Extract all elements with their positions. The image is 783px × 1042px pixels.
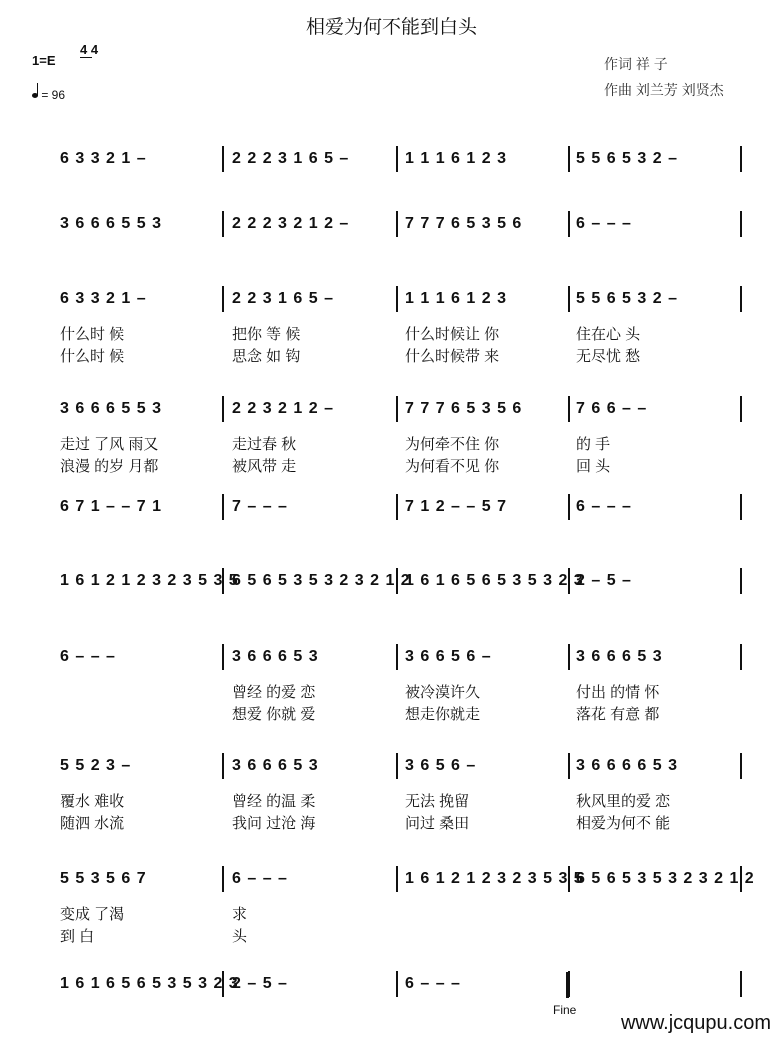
lyric-line-1: 什么时候让 你 [405,326,500,343]
lyric-line-2: 浪漫 的岁 月都 [60,458,159,475]
barline [568,644,570,670]
lyric-line-1: 走过 了风 雨又 [60,436,159,453]
quarter-note-icon [32,93,38,98]
song-title: 相爱为何不能到白头 [305,17,477,38]
lyric-line-1: 被冷漠许久 [405,684,481,701]
lyric-line-2: 为何看不见 你 [405,458,500,475]
measure-notes: 6 5 6 5 3 5 3 2 3 2 1 2 [576,870,755,887]
measure-notes: 2 2 2 3 2 1 2 – [232,215,350,232]
fine-marking: Fine [553,1003,577,1017]
barline [740,753,742,779]
lyric-line-2: 思念 如 钩 [232,348,301,365]
measure-notes: 2 – 5 – [232,975,288,992]
lyric-line-1: 覆水 难收 [60,793,125,810]
lyric-line-1: 曾经 的温 柔 [232,793,316,810]
measure-notes: 3 6 6 6 5 5 3 [60,215,162,232]
barline [222,866,224,892]
barline [222,753,224,779]
lyric-line-2: 到 白 [60,928,95,945]
barline [396,286,398,312]
lyric-line-1: 的 手 [576,436,611,453]
final-barline [566,972,569,998]
barline [740,396,742,422]
measure-notes: 6 – – – [60,648,116,665]
barline [222,396,224,422]
measure-notes: 6 7 1 – – 7 1 [60,498,162,515]
barline [568,753,570,779]
tempo-marking [32,88,65,102]
barline [740,644,742,670]
time-signature [80,43,98,57]
lyric-line-1: 秋风里的爱 恋 [576,793,671,810]
measure-notes: 2 2 3 2 1 2 – [232,400,334,417]
measure-notes: 2 2 3 1 6 5 – [232,290,334,307]
measure-notes: 2 2 2 3 1 6 5 – [232,150,350,167]
barline [396,146,398,172]
measure-notes: 5 5 6 5 3 2 – [576,290,678,307]
barline [568,396,570,422]
barline [396,644,398,670]
tempo-value: = 96 [41,88,66,102]
lyric-line-2: 被风带 走 [232,458,297,475]
lyric-line-2: 无尽忧 愁 [576,348,641,365]
measure-notes: 3 6 6 6 5 5 3 [60,400,162,417]
barline [396,753,398,779]
measure-notes: 1 1 1 6 1 2 3 [405,290,507,307]
lyric-line-2: 随泗 水流 [60,815,125,832]
measure-notes: 1 6 1 6 5 6 5 3 5 3 2 3 [405,572,584,589]
lyricist-credit: 作词 祥 子 [604,56,668,72]
lyric-line-1: 付出 的情 怀 [576,684,660,701]
watermark: www.jcqupu.com [620,1012,771,1034]
lyric-line-1: 变成 了渴 [60,906,125,923]
barline [568,146,570,172]
barline [740,568,742,594]
lyric-line-2: 相爱为何不 能 [576,815,671,832]
measure-notes: 3 6 5 6 – [405,757,477,774]
barline [568,211,570,237]
barline [740,146,742,172]
measure-notes: 6 – – – [576,215,632,232]
barline [396,396,398,422]
lyric-line-1: 住在心 头 [576,326,641,343]
barline [568,286,570,312]
measure-notes: 1 1 1 6 1 2 3 [405,150,507,167]
key-signature: 1=E [32,53,56,68]
composer-credit: 作曲 刘兰芳 刘贤杰 [604,82,724,98]
lyric-line-1: 无法 挽留 [405,793,470,810]
time-bottom: 4 [90,42,99,57]
time-top: 4 [80,42,88,57]
lyric-line-2: 落花 有意 都 [576,706,660,723]
measure-notes: 1 6 1 2 1 2 3 2 3 5 3 5 [405,870,584,887]
barline [222,146,224,172]
barline [740,494,742,520]
measure-notes: 6 5 6 5 3 5 3 2 3 2 1 2 [232,572,411,589]
barline [222,494,224,520]
barline [740,211,742,237]
barline [740,286,742,312]
measure-notes: 7 6 6 – – [576,400,648,417]
barline [396,211,398,237]
measure-notes: 6 3 3 2 1 – [60,290,147,307]
measure-notes: 3 6 6 6 5 3 [576,648,663,665]
measure-notes: 6 – – – [232,870,288,887]
lyric-line-2: 什么时候带 来 [405,348,500,365]
lyric-line-1: 为何牵不住 你 [405,436,500,453]
measure-notes: 6 – – – [576,498,632,515]
measure-notes: 6 – – – [405,975,461,992]
lyric-line-1: 走过春 秋 [232,436,297,453]
lyric-line-2: 什么时 候 [60,348,125,365]
lyric-line-2: 想爱 你就 爱 [232,706,316,723]
barline [222,286,224,312]
measure-notes: 1 6 1 2 1 2 3 2 3 5 3 5 [60,572,239,589]
measure-notes: 3 6 6 5 6 – [405,648,492,665]
barline [396,494,398,520]
measure-notes: 7 7 7 6 5 3 5 6 [405,400,523,417]
lyric-line-1: 什么时 候 [60,326,125,343]
lyric-line-1: 把你 等 候 [232,326,301,343]
measure-notes: 6 3 3 2 1 – [60,150,147,167]
measure-notes: 7 7 7 6 5 3 5 6 [405,215,523,232]
barline [222,211,224,237]
barline [568,494,570,520]
barline [396,971,398,997]
lyric-line-2: 问过 桑田 [405,815,470,832]
measure-notes: 3 6 6 6 5 3 [232,757,319,774]
measure-notes: 2 – 5 – [576,572,632,589]
barline [222,644,224,670]
barline [396,866,398,892]
measure-notes: 1 6 1 6 5 6 5 3 5 3 2 3 [60,975,239,992]
lyric-line-1: 求 [232,906,248,923]
barline [740,971,742,997]
lyric-line-1: 曾经 的爱 恋 [232,684,316,701]
lyric-line-2: 想走你就走 [405,706,481,723]
measure-notes: 5 5 3 5 6 7 [60,870,147,887]
lyric-line-2: 回 头 [576,458,611,475]
measure-notes: 7 1 2 – – 5 7 [405,498,507,515]
measure-notes: 5 5 2 3 – [60,757,132,774]
lyric-line-2: 我问 过沧 海 [232,815,316,832]
measure-notes: 5 5 6 5 3 2 – [576,150,678,167]
measure-notes: 3 6 6 6 6 5 3 [576,757,678,774]
measure-notes: 3 6 6 6 5 3 [232,648,319,665]
lyric-line-2: 头 [232,928,248,945]
measure-notes: 7 – – – [232,498,288,515]
